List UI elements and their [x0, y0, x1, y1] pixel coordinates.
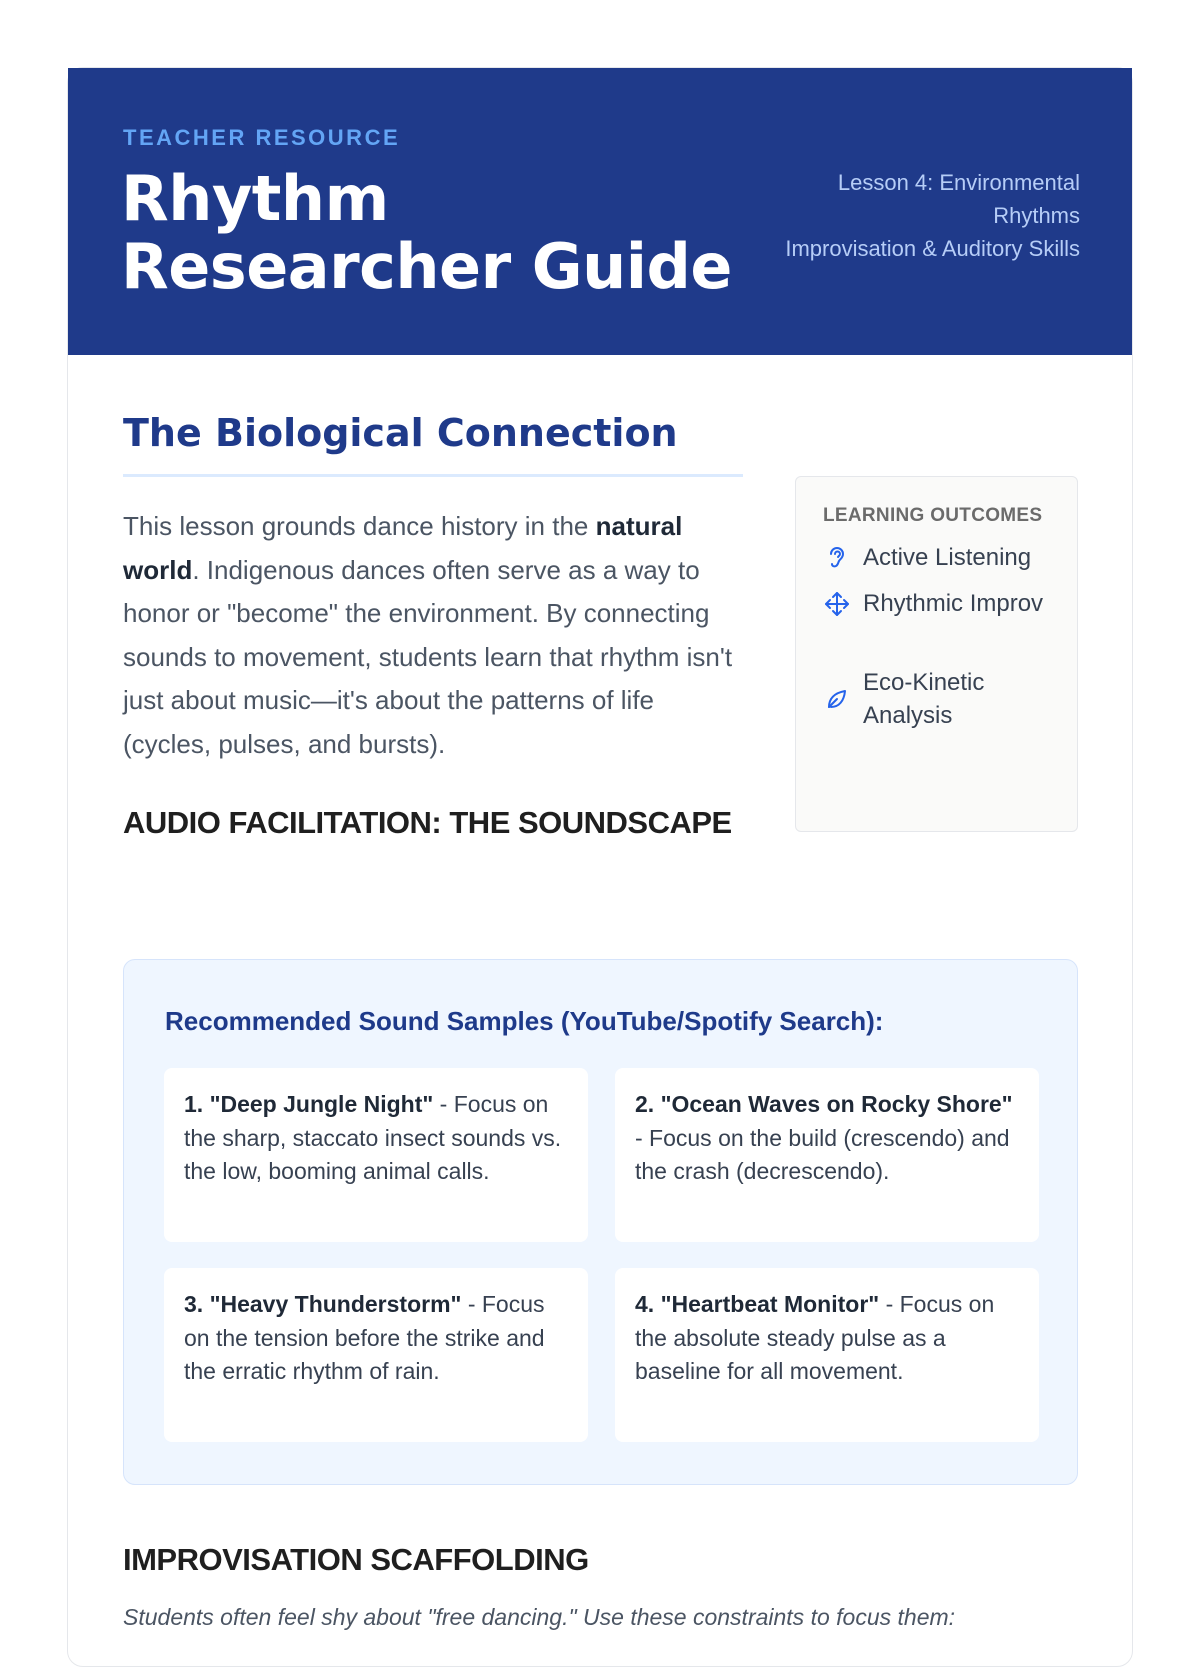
bio-text-start: This lesson grounds dance history in the [123, 511, 596, 541]
sample-description: - Focus on the tension before the strike and the erratic rhythm of rain. [184, 1291, 545, 1384]
move-arrows-icon [823, 590, 851, 618]
outcomes-title: LEARNING OUTCOMES [823, 505, 1043, 526]
outcome-item [823, 541, 1063, 574]
section-divider [123, 474, 743, 477]
samples-title: Recommended Sound Samples (YouTube/Spotify Search): [165, 1006, 884, 1036]
bio-text-emphasis: natural world [123, 511, 683, 585]
leaf-icon [823, 685, 851, 713]
bio-text-end: . Indigenous dances often serve as a way to honor or "become" the environment. By connecting sounds to movement, students learn that rhythm isn't just about music—it's about the patterns of life (cycles, pulses, and bursts). [123, 554, 733, 759]
sample-card [164, 1068, 588, 1242]
sample-title: 2. "Ocean Waves on Rocky Shore" [635, 1091, 1013, 1117]
improv-intro-note: Students often feel shy about "free dancing." Use these constraints to focus them: [123, 1604, 956, 1630]
improv-section-heading: IMPROVISATION SCAFFOLDING [123, 1542, 589, 1577]
lesson-meta [780, 166, 1080, 265]
page-header [68, 68, 1132, 355]
sample-card [615, 1268, 1039, 1442]
sample-description: - Focus on the sharp, staccato insect sounds vs. the low, booming animal calls. [184, 1091, 562, 1184]
sample-title: 3. "Heavy Thunderstorm" [184, 1291, 462, 1317]
lesson-title: Lesson 4: Environmental Rhythms [837, 170, 1080, 228]
lesson-subtitle: Improvisation & Auditory Skills [785, 236, 1080, 261]
outcome-label: Rhythmic Improv [863, 590, 1044, 617]
page-title: Rhythm Researcher Guide [121, 162, 732, 303]
audio-section-heading: AUDIO FACILITATION: THE SOUNDSCAPE [123, 805, 732, 840]
outcome-label: Eco-Kinetic Analysis [863, 669, 985, 729]
guide-card [67, 67, 1133, 1667]
sample-description: - Focus on the build (crescendo) and the crash (decrescendo). [635, 1124, 1010, 1184]
eyebrow-label: TEACHER RESOURCE [123, 125, 401, 150]
outcome-item [823, 666, 1063, 732]
ear-icon [823, 544, 851, 572]
sample-card [164, 1268, 588, 1442]
sample-card [615, 1068, 1039, 1242]
bio-paragraph [123, 505, 743, 766]
bio-section-title: The Biological Connection [123, 411, 678, 455]
learning-outcomes-panel [795, 476, 1078, 832]
sample-title: 1. "Deep Jungle Night" [184, 1091, 434, 1117]
sound-samples-box [123, 959, 1078, 1485]
sample-description: - Focus on the absolute steady pulse as a baseline for all movement. [635, 1291, 995, 1384]
outcome-label: Active Listening [863, 544, 1032, 571]
outcome-item [823, 587, 1063, 620]
sample-title: 4. "Heartbeat Monitor" [635, 1291, 880, 1317]
